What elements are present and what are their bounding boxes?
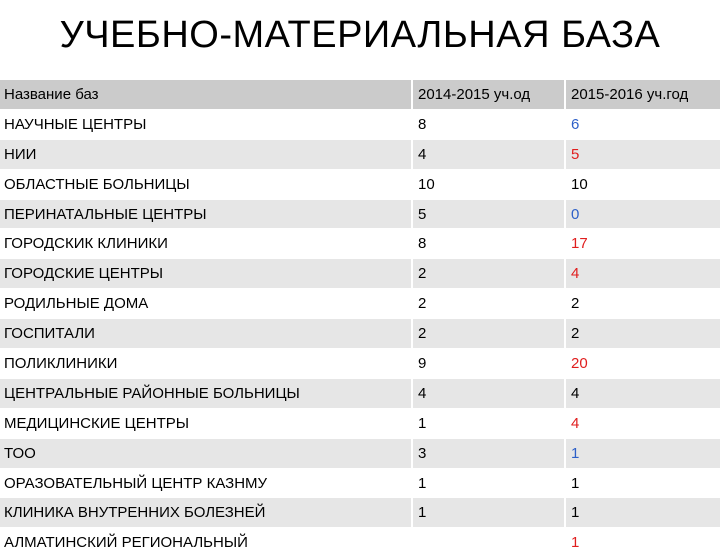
base-name-cell: АЛМАТИНСКИЙ РЕГИОНАЛЬНЫЙ [4,534,248,552]
count-2014-2015-cell: 4 [412,378,565,408]
table-header-row [0,80,720,109]
count-2015-2016-cell: 17 [565,229,720,259]
base-name-cell: ПЕРИНАТАЛЬНЫЕ ЦЕНТРЫ [4,205,207,223]
count-2014-2015-cell: 1 [412,498,565,528]
table-row [0,109,720,139]
base-name-cell: НИИ [4,145,37,163]
table-row [0,349,720,379]
table-row [0,319,720,349]
count-2014-2015-cell: 2 [412,289,565,319]
count-2014-2015-cell [412,528,565,558]
page-title: УЧЕБНО-МАТЕРИАЛЬНАЯ БАЗА [59,14,661,56]
count-2015-2016-cell: 1 [565,468,720,498]
base-name-cell: НАУЧНЫЕ ЦЕНТРЫ [4,115,147,133]
column-header-2015-2016: 2015-2016 уч.год [565,80,720,109]
base-name-cell: ПОЛИКЛИНИКИ [4,354,118,372]
table-row [0,229,720,259]
count-2014-2015-cell: 2 [412,319,565,349]
count-2015-2016-cell: 10 [565,169,720,199]
table-row [0,438,720,468]
column-header-name: Название баз [4,85,99,103]
count-2014-2015-cell: 1 [412,408,565,438]
count-2014-2015-cell: 1 [412,468,565,498]
count-2015-2016-cell: 4 [565,259,720,289]
base-name-cell: ГОСПИТАЛИ [4,325,95,343]
count-2015-2016-cell: 2 [565,289,720,319]
bases-table [0,80,720,558]
count-2014-2015-cell: 9 [412,349,565,379]
table-row [0,408,720,438]
count-2014-2015-cell: 8 [412,229,565,259]
base-name-cell: ТОО [4,444,36,462]
base-name-cell: ГОРОДСКИК КЛИНИКИ [4,235,168,253]
count-2014-2015-cell: 2 [412,259,565,289]
base-name-cell: МЕДИЦИНСКИЕ ЦЕНТРЫ [4,414,190,432]
base-name-cell: ЦЕНТРАЛЬНЫЕ РАЙОННЫЕ БОЛЬНИЦЫ [4,384,300,402]
table-row [0,199,720,229]
base-name-cell: ОБЛАСТНЫЕ БОЛЬНИЦЫ [4,175,190,193]
count-2015-2016-cell: 2 [565,319,720,349]
count-2015-2016-cell: 1 [565,498,720,528]
column-header-2014-2015: 2014-2015 уч.од [412,80,565,109]
count-2014-2015-cell: 4 [412,139,565,169]
count-2014-2015-cell: 3 [412,438,565,468]
count-2015-2016-cell: 4 [565,408,720,438]
table-row [0,289,720,319]
table-row [0,169,720,199]
table-row [0,378,720,408]
base-name-cell: РОДИЛЬНЫЕ ДОМА [4,295,149,313]
count-2015-2016-cell: 20 [565,349,720,379]
count-2014-2015-cell: 5 [412,199,565,229]
count-2015-2016-cell: 1 [565,528,720,558]
base-name-cell: ОРАЗОВАТЕЛЬНЫЙ ЦЕНТР КАЗНМУ [4,474,268,492]
table-body [0,109,720,557]
count-2015-2016-cell: 5 [565,139,720,169]
base-name-cell: ГОРОДСКИЕ ЦЕНТРЫ [4,265,164,283]
count-2015-2016-cell: 6 [565,109,720,139]
table-row [0,528,720,558]
base-name-cell: КЛИНИКА ВНУТРЕННИХ БОЛЕЗНЕЙ [4,504,266,522]
count-2015-2016-cell: 0 [565,199,720,229]
count-2015-2016-cell: 1 [565,438,720,468]
table-row [0,259,720,289]
table-row [0,468,720,498]
table-row [0,139,720,169]
count-2014-2015-cell: 10 [412,169,565,199]
count-2015-2016-cell: 4 [565,378,720,408]
table-row [0,498,720,528]
count-2014-2015-cell: 8 [412,109,565,139]
